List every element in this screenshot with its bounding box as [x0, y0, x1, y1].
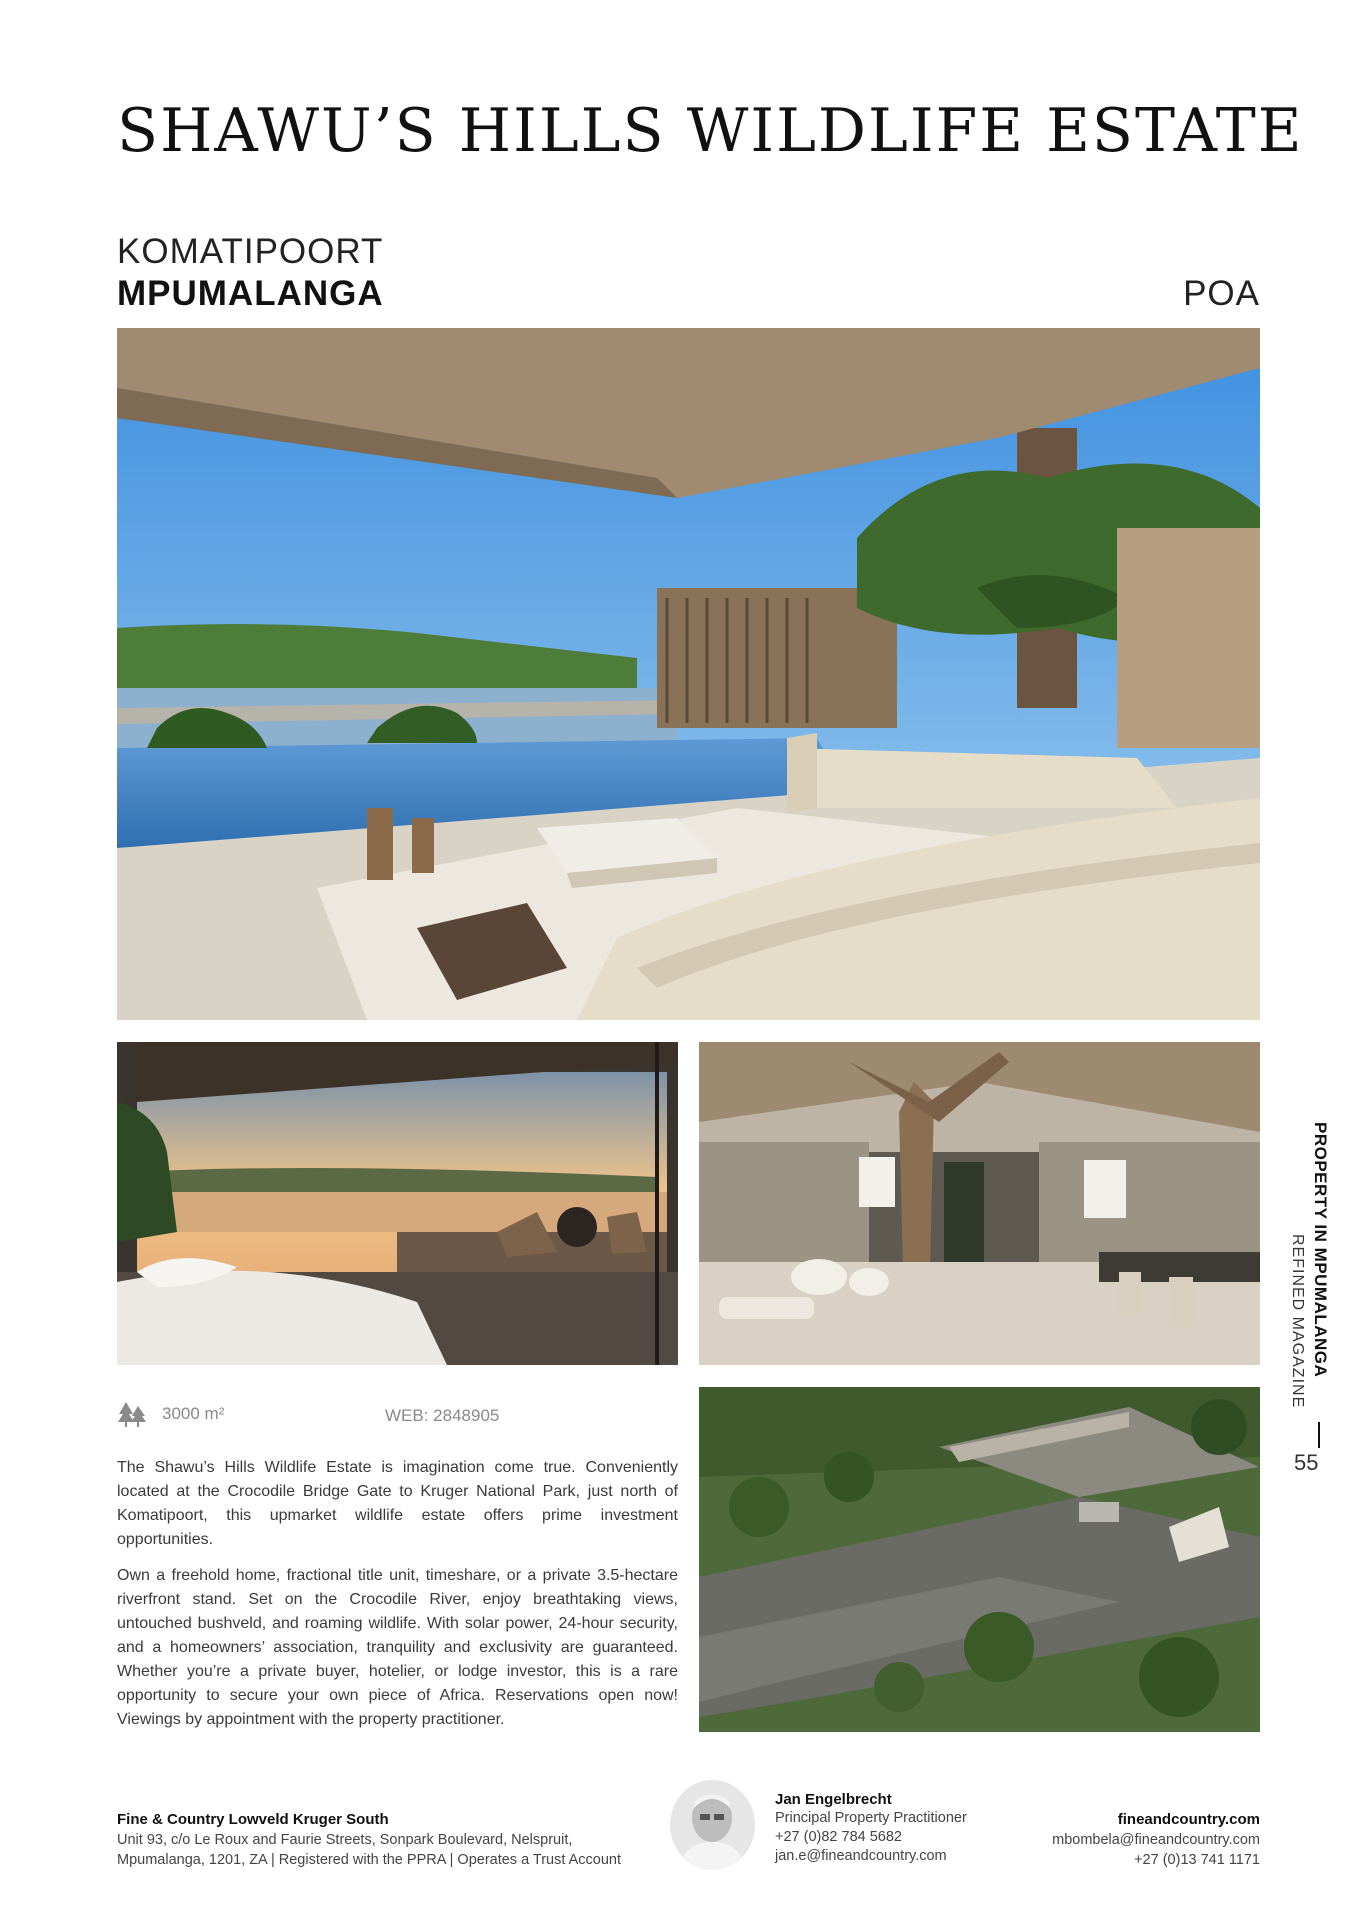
agency-registration: Mpumalanga, 1201, ZA | Registered with the PPRA | Operates a Trust Account [117, 1852, 622, 1868]
sidebar-divider [1318, 1422, 1320, 1448]
contact-phone[interactable]: +27 (0)13 741 1171 [1134, 1852, 1260, 1868]
description-paragraph: Own a freehold home, fractional title unit, timeshare, or a private 3.5-hectare riverfront stand. Set on the Crocodile River, enjoy breathtaking views, untouched bushveld, and roaming wildlife. With solar power, 24-hour security, and a homeowners’ association, tranquility and exclusivity are guaranteed. Whether you’re a private buyer, hotelier, or lodge investor, this is a rare opportunity to secure your own piece of Africa. Reservations open now! Viewings by appointment with the property practitioner. [117, 1567, 678, 1728]
agent-info [775, 1790, 1005, 1866]
page-title: SHAWU’S HILLS WILDLIFE ESTATE [117, 96, 1304, 166]
contact-info [1052, 1810, 1260, 1870]
agency-address: Unit 93, c/o Le Roux and Faurie Streets, Sonpark Boulevard, Nelspruit, [117, 1832, 573, 1848]
description [117, 1456, 678, 1744]
listing-town: KOMATIPOORT [117, 232, 384, 271]
land-size: 3000 m² [162, 1404, 225, 1423]
agency-info [117, 1810, 677, 1870]
description-paragraph: The Shawu’s Hills Wildlife Estate is imagination come true. Conveniently located at the Crocodile Bridge Gate to Kruger National Park, just north of Komatipoort, this upmarket wildlife estate offers prime investment opportunities. [117, 1459, 678, 1548]
listing-region: MPUMALANGA [117, 274, 384, 313]
agent-avatar [670, 1780, 755, 1870]
web-reference: WEB: 2848905 [385, 1406, 500, 1425]
page-number: 55 [1294, 1450, 1319, 1475]
section-sidebar [1274, 1122, 1334, 1482]
agent-name: Jan Engelbrecht [775, 1791, 892, 1808]
lobby-photo [699, 1042, 1260, 1365]
contact-email[interactable]: mbombela@fineandcountry.com [1052, 1832, 1260, 1848]
listing-price: POA [1183, 274, 1260, 313]
property-stats [117, 1398, 678, 1432]
section-title: PROPERTY IN MPUMALANGA [1311, 1122, 1330, 1378]
bedroom-photo [117, 1042, 678, 1365]
magazine-name: REFINED MAGAZINE [1289, 1234, 1306, 1409]
agent-email[interactable]: jan.e@fineandcountry.com [775, 1848, 947, 1864]
aerial-photo [699, 1387, 1260, 1732]
hero-photo [117, 328, 1260, 1020]
website-link[interactable]: fineandcountry.com [1117, 1811, 1260, 1828]
agent-phone[interactable]: +27 (0)82 784 5682 [775, 1829, 902, 1845]
agent-role: Principal Property Practitioner [775, 1810, 967, 1826]
agency-name: Fine & Country Lowveld Kruger South [117, 1811, 389, 1828]
trees-icon [117, 1400, 147, 1428]
